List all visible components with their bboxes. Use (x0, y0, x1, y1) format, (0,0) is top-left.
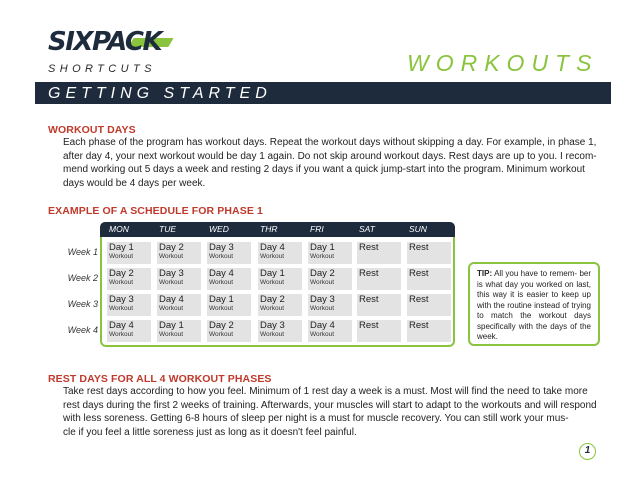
cell-day: Rest (359, 242, 379, 253)
cell-day: Day 2 (310, 268, 335, 279)
cell-day: Day 3 (260, 320, 285, 331)
banner-title: GETTING STARTED (48, 85, 272, 102)
tip-box (468, 262, 600, 346)
cell-type: Workout (109, 331, 134, 338)
cell-type: Workout (209, 253, 234, 260)
cell-day: Day 2 (209, 320, 234, 331)
week-label: Week 1 (67, 247, 98, 257)
schedule-table (60, 222, 455, 347)
cell-day: Day 1 (159, 320, 184, 331)
schedule-cell (407, 294, 451, 316)
cell-type: Workout (209, 305, 234, 312)
day-header: FRI (310, 224, 324, 234)
paragraph-line: Each phase of the program has workout days. Repeat the workout days without skipping a day. For example, in phase 1, (63, 137, 597, 148)
paragraph-line: days would be 4 days per week. (63, 177, 206, 189)
cell-day: Rest (409, 294, 429, 305)
section-title: WORKOUTS (407, 50, 599, 76)
schedule-cell (407, 268, 451, 290)
cell-day: Day 4 (310, 320, 335, 331)
schedule-cell (207, 320, 251, 342)
cell-type: Workout (310, 331, 335, 338)
cell-type: Workout (310, 253, 335, 260)
brand-logo: SIXPACK (48, 27, 162, 57)
day-header: SUN (409, 224, 427, 234)
schedule-cell (357, 320, 401, 342)
paragraph-line: with less soreness. Getting 6-8 hours of sleep per night is a must for muscle recovery. You can still work your mus- (63, 413, 569, 424)
rest-days-paragraph (63, 385, 603, 439)
cell-type: Workout (310, 305, 335, 312)
paragraph-line: cle if you feel a little soreness just as long as it doesn't feel painful. (63, 426, 357, 438)
paragraph-line: after day 4, your next workout would be day 1 again. Do not skip around workout days. Rest days are up to you. I recom- (63, 150, 597, 162)
cell-type: Workout (209, 279, 234, 286)
cell-day: Rest (359, 320, 379, 331)
cell-day: Day 2 (109, 268, 134, 279)
cell-day: Rest (409, 242, 429, 253)
week-label: Week 2 (67, 273, 98, 283)
tip-text: the workout days specifically (477, 311, 591, 331)
tip-text: ber is what day you worked (477, 269, 591, 289)
day-header: TUE (159, 224, 176, 234)
schedule-cell (258, 294, 302, 316)
cell-day: Rest (359, 268, 379, 279)
page-number: 1 (579, 443, 596, 460)
cell-day: Rest (359, 294, 379, 305)
cell-type: Workout (159, 253, 184, 260)
brand-tagline: SHORTCUTS (48, 63, 156, 75)
schedule-cell (107, 242, 151, 264)
schedule-cell (407, 242, 451, 264)
cell-type: Workout (159, 279, 184, 286)
cell-day: Rest (409, 320, 429, 331)
schedule-cell (207, 294, 251, 316)
schedule-cell (357, 242, 401, 264)
cell-type: Workout (109, 279, 134, 286)
schedule-cell (107, 320, 151, 342)
tip-text: with the days of the week. (477, 321, 591, 341)
schedule-cell (207, 268, 251, 290)
schedule-cell (107, 268, 151, 290)
schedule-cell (308, 242, 352, 264)
schedule-cell (258, 320, 302, 342)
day-header: SAT (359, 224, 375, 234)
cell-day: Day 3 (159, 268, 184, 279)
cell-day: Day 4 (159, 294, 184, 305)
cell-type: Workout (109, 305, 134, 312)
schedule-header-row (100, 222, 455, 237)
cell-type: Workout (260, 331, 285, 338)
cell-day: Rest (409, 268, 429, 279)
cell-type: Workout (260, 305, 285, 312)
cell-day: Day 1 (260, 268, 285, 279)
schedule-cell (308, 320, 352, 342)
week-label: Week 4 (67, 325, 98, 335)
cell-type: Workout (260, 253, 285, 260)
schedule-cell (258, 242, 302, 264)
cell-day: Day 3 (310, 294, 335, 305)
cell-day: Day 2 (260, 294, 285, 305)
cell-day: Day 1 (209, 294, 234, 305)
paragraph-line: mend working out 5 days a week and resting 2 days if you want a quick jump-start into the program. Minimum workout (63, 164, 585, 175)
tip-label: TIP: (477, 269, 493, 278)
cell-day: Day 1 (310, 242, 335, 253)
week-label: Week 3 (67, 299, 98, 309)
workout-days-heading: WORKOUT DAYS (48, 124, 136, 136)
schedule-cell (357, 294, 401, 316)
cell-type: Workout (260, 279, 285, 286)
schedule-cell (357, 268, 401, 290)
schedule-cell (157, 268, 201, 290)
cell-type: Workout (159, 331, 184, 338)
tip-text: instead of trying to match (477, 300, 591, 320)
cell-type: Workout (310, 279, 335, 286)
cell-day: Day 2 (159, 242, 184, 253)
workout-days-paragraph (63, 136, 603, 190)
day-header: MON (109, 224, 129, 234)
tip-text: All you have to remem- (494, 269, 578, 278)
cell-type: Workout (209, 331, 234, 338)
paragraph-line: Take rest days according to how you feel. Minimum of 1 rest day a week is a must. Most will find the need to take more (63, 386, 588, 397)
schedule-cell (407, 320, 451, 342)
schedule-cell (258, 268, 302, 290)
schedule-heading: EXAMPLE OF A SCHEDULE FOR PHASE 1 (48, 205, 263, 217)
cell-day: Day 3 (209, 242, 234, 253)
cell-type: Workout (109, 253, 134, 260)
cell-day: Day 4 (209, 268, 234, 279)
cell-day: Day 4 (109, 320, 134, 331)
schedule-cell (207, 242, 251, 264)
schedule-cell (308, 294, 352, 316)
schedule-cell (157, 242, 201, 264)
tip-text: on last, this way it is easier (477, 279, 591, 299)
cell-day: Day 4 (260, 242, 285, 253)
day-header: WED (209, 224, 229, 234)
schedule-cell (157, 294, 201, 316)
cell-day: Day 1 (109, 242, 134, 253)
schedule-cell (308, 268, 352, 290)
cell-type: Workout (159, 305, 184, 312)
tip-text: to keep up with the routine (477, 290, 591, 310)
rest-days-heading: REST DAYS FOR ALL 4 WORKOUT PHASES (48, 373, 272, 385)
day-header: THR (260, 224, 278, 234)
schedule-cell (157, 320, 201, 342)
paragraph-line: rest days during the first 2 weeks of training. Afterwards, your muscles will start to adapt to the workouts and will respond (63, 399, 597, 411)
schedule-cell (107, 294, 151, 316)
cell-day: Day 3 (109, 294, 134, 305)
